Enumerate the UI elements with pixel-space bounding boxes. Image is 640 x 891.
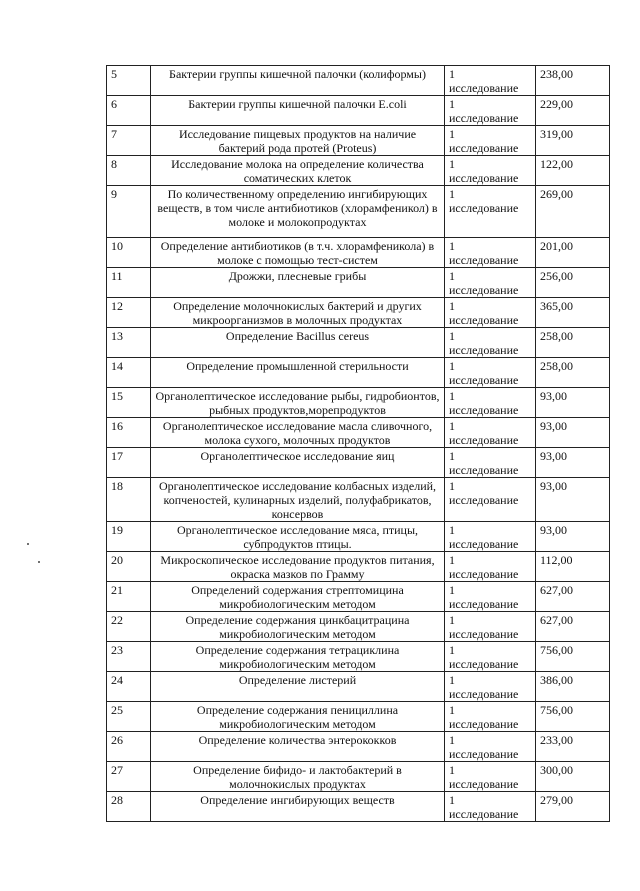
- service-name: Определение содержания цинкбацитрацина микробиологическим методом: [151, 612, 445, 642]
- unit-cell: [445, 268, 536, 298]
- price-cell: 229,00: [536, 96, 610, 126]
- service-name: По количественному определению ингибирующих веществ, в том числе антибиотиков (хлорамфеникол) в молоке и молокопродуктах: [151, 186, 445, 238]
- unit-cell: [445, 388, 536, 418]
- unit-cell: [445, 552, 536, 582]
- unit-cell: [445, 702, 536, 732]
- unit-cell: [445, 238, 536, 268]
- price-cell: 279,00: [536, 792, 610, 822]
- unit-label: исследование: [449, 201, 519, 215]
- price-cell: 112,00: [536, 552, 610, 582]
- price-cell: 122,00: [536, 156, 610, 186]
- price-cell: 258,00: [536, 358, 610, 388]
- price-cell: 233,00: [536, 732, 610, 762]
- unit-cell: [445, 66, 536, 96]
- unit-cell: [445, 522, 536, 552]
- unit-label: исследование: [449, 493, 519, 507]
- unit-label: исследование: [449, 343, 519, 357]
- unit-count: 1: [449, 299, 455, 313]
- unit-count: 1: [449, 733, 455, 747]
- unit-cell: [445, 612, 536, 642]
- table-row: [107, 702, 610, 732]
- price-cell: 300,00: [536, 762, 610, 792]
- table-row: [107, 96, 610, 126]
- row-number: 25: [107, 702, 151, 732]
- service-name: Органолептическое исследование колбасных изделий, копченостей, кулинарных изделий, полуфабрикатов, консервов: [151, 478, 445, 522]
- price-cell: 756,00: [536, 642, 610, 672]
- unit-count: 1: [449, 613, 455, 627]
- table-row: [107, 478, 610, 522]
- service-name: Определение бифидо- и лактобактерий в молочнокислых продуктах: [151, 762, 445, 792]
- unit-cell: [445, 96, 536, 126]
- price-table: [106, 65, 610, 822]
- service-name: Определение количества энтерококков: [151, 732, 445, 762]
- table-row: [107, 672, 610, 702]
- table-row: [107, 156, 610, 186]
- unit-label: исследование: [449, 777, 519, 791]
- row-number: 21: [107, 582, 151, 612]
- row-number: 15: [107, 388, 151, 418]
- price-cell: 238,00: [536, 66, 610, 96]
- price-cell: 93,00: [536, 448, 610, 478]
- scan-speck: [27, 543, 29, 545]
- price-cell: 201,00: [536, 238, 610, 268]
- unit-count: 1: [449, 553, 455, 567]
- unit-count: 1: [449, 269, 455, 283]
- unit-label: исследование: [449, 373, 519, 387]
- unit-count: 1: [449, 359, 455, 373]
- price-cell: 627,00: [536, 582, 610, 612]
- unit-label: исследование: [449, 747, 519, 761]
- unit-cell: [445, 156, 536, 186]
- unit-label: исследование: [449, 627, 519, 641]
- unit-cell: [445, 582, 536, 612]
- table-row: [107, 186, 610, 238]
- row-number: 27: [107, 762, 151, 792]
- unit-label: исследование: [449, 657, 519, 671]
- unit-label: исследование: [449, 283, 519, 297]
- unit-count: 1: [449, 793, 455, 807]
- unit-cell: [445, 732, 536, 762]
- scan-speck: [38, 561, 40, 563]
- row-number: 10: [107, 238, 151, 268]
- row-number: 16: [107, 418, 151, 448]
- price-cell: 627,00: [536, 612, 610, 642]
- unit-label: исследование: [449, 717, 519, 731]
- row-number: 18: [107, 478, 151, 522]
- unit-cell: [445, 672, 536, 702]
- price-cell: 258,00: [536, 328, 610, 358]
- unit-cell: [445, 358, 536, 388]
- unit-label: исследование: [449, 171, 519, 185]
- unit-cell: [445, 762, 536, 792]
- row-number: 14: [107, 358, 151, 388]
- table-row: [107, 298, 610, 328]
- table-row: [107, 418, 610, 448]
- price-cell: 756,00: [536, 702, 610, 732]
- unit-label: исследование: [449, 597, 519, 611]
- service-name: Микроскопическое исследование продуктов питания, окраска мазков по Грамму: [151, 552, 445, 582]
- unit-label: исследование: [449, 141, 519, 155]
- price-cell: 93,00: [536, 522, 610, 552]
- row-number: 20: [107, 552, 151, 582]
- unit-count: 1: [449, 187, 455, 201]
- price-cell: 93,00: [536, 388, 610, 418]
- unit-label: исследование: [449, 403, 519, 417]
- table-row: [107, 612, 610, 642]
- table-row: [107, 792, 610, 822]
- unit-count: 1: [449, 583, 455, 597]
- unit-count: 1: [449, 419, 455, 433]
- unit-cell: [445, 298, 536, 328]
- unit-label: исследование: [449, 807, 519, 821]
- unit-label: исследование: [449, 687, 519, 701]
- row-number: 13: [107, 328, 151, 358]
- unit-count: 1: [449, 449, 455, 463]
- table-row: [107, 268, 610, 298]
- service-name: Органолептическое исследование масла сливочного, молока сухого, молочных продуктов: [151, 418, 445, 448]
- unit-count: 1: [449, 479, 455, 493]
- row-number: 5: [107, 66, 151, 96]
- service-name: Исследование пищевых продуктов на наличие бактерий рода протей (Proteus): [151, 126, 445, 156]
- table-row: [107, 582, 610, 612]
- table-row: [107, 358, 610, 388]
- service-name: Органолептическое исследование мяса, птицы, субпродуктов птицы.: [151, 522, 445, 552]
- row-number: 17: [107, 448, 151, 478]
- unit-cell: [445, 792, 536, 822]
- unit-count: 1: [449, 703, 455, 717]
- row-number: 19: [107, 522, 151, 552]
- unit-cell: [445, 328, 536, 358]
- unit-count: 1: [449, 523, 455, 537]
- table-row: [107, 762, 610, 792]
- row-number: 6: [107, 96, 151, 126]
- price-cell: 386,00: [536, 672, 610, 702]
- unit-label: исследование: [449, 537, 519, 551]
- unit-count: 1: [449, 97, 455, 111]
- price-cell: 319,00: [536, 126, 610, 156]
- price-cell: 93,00: [536, 418, 610, 448]
- price-cell: 365,00: [536, 298, 610, 328]
- service-name: Бактерии группы кишечной палочки (колиформы): [151, 66, 445, 96]
- unit-cell: [445, 186, 536, 238]
- service-name: Исследование молока на определение количества соматических клеток: [151, 156, 445, 186]
- table-row: [107, 126, 610, 156]
- table-row: [107, 642, 610, 672]
- row-number: 7: [107, 126, 151, 156]
- table-row: [107, 66, 610, 96]
- service-name: Определение антибиотиков (в т.ч. хлорамфеникола) в молоке с помощью тест-систем: [151, 238, 445, 268]
- unit-count: 1: [449, 673, 455, 687]
- unit-cell: [445, 126, 536, 156]
- table-row: [107, 522, 610, 552]
- service-name: Бактерии группы кишечной палочки E.coli: [151, 96, 445, 126]
- unit-label: исследование: [449, 463, 519, 477]
- service-name: Дрожжи, плесневые грибы: [151, 268, 445, 298]
- row-number: 28: [107, 792, 151, 822]
- service-name: Определение ингибирующих веществ: [151, 792, 445, 822]
- unit-count: 1: [449, 643, 455, 657]
- service-name: Определение содержания тетрациклина микробиологическим методом: [151, 642, 445, 672]
- unit-count: 1: [449, 67, 455, 81]
- unit-cell: [445, 448, 536, 478]
- unit-label: исследование: [449, 111, 519, 125]
- price-cell: 256,00: [536, 268, 610, 298]
- price-table-body: [107, 66, 610, 822]
- row-number: 12: [107, 298, 151, 328]
- table-row: [107, 238, 610, 268]
- unit-label: исследование: [449, 433, 519, 447]
- unit-count: 1: [449, 329, 455, 343]
- row-number: 8: [107, 156, 151, 186]
- unit-count: 1: [449, 127, 455, 141]
- service-name: Определение промышленной стерильности: [151, 358, 445, 388]
- row-number: 24: [107, 672, 151, 702]
- service-name: Определений содержания стрептомицина микробиологическим методом: [151, 582, 445, 612]
- unit-count: 1: [449, 157, 455, 171]
- row-number: 23: [107, 642, 151, 672]
- price-cell: 269,00: [536, 186, 610, 238]
- row-number: 9: [107, 186, 151, 238]
- table-row: [107, 388, 610, 418]
- unit-count: 1: [449, 389, 455, 403]
- unit-label: исследование: [449, 81, 519, 95]
- unit-cell: [445, 418, 536, 448]
- row-number: 26: [107, 732, 151, 762]
- unit-cell: [445, 642, 536, 672]
- service-name: Органолептическое исследование яиц: [151, 448, 445, 478]
- unit-label: исследование: [449, 313, 519, 327]
- service-name: Органолептическое исследование рыбы, гидробионтов, рыбных продуктов,морепродуктов: [151, 388, 445, 418]
- service-name: Определение молочнокислых бактерий и других микроорганизмов в молочных продуктах: [151, 298, 445, 328]
- price-cell: 93,00: [536, 478, 610, 522]
- row-number: 22: [107, 612, 151, 642]
- unit-count: 1: [449, 763, 455, 777]
- unit-label: исследование: [449, 567, 519, 581]
- row-number: 11: [107, 268, 151, 298]
- service-name: Определение Bacillus cereus: [151, 328, 445, 358]
- table-row: [107, 328, 610, 358]
- table-row: [107, 552, 610, 582]
- service-name: Определение листерий: [151, 672, 445, 702]
- unit-count: 1: [449, 239, 455, 253]
- table-row: [107, 448, 610, 478]
- unit-cell: [445, 478, 536, 522]
- table-row: [107, 732, 610, 762]
- unit-label: исследование: [449, 253, 519, 267]
- service-name: Определение содержания пенициллина микробиологическим методом: [151, 702, 445, 732]
